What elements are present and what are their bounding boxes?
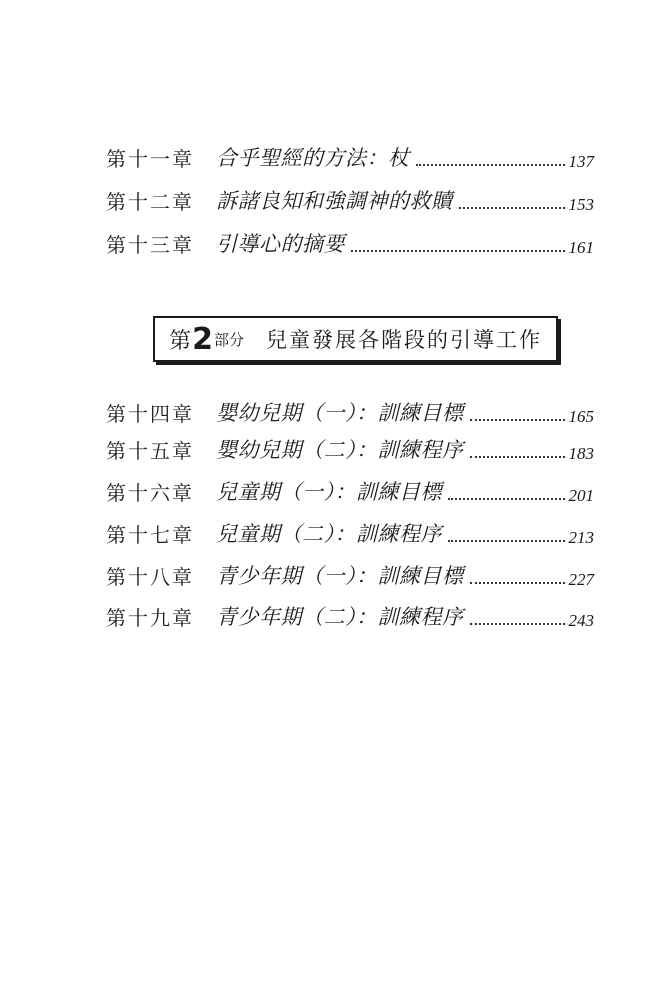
chapter-label: 第十八章 (106, 565, 194, 589)
chapter-label: 第十七章 (106, 523, 194, 547)
page-number: 227 (568, 570, 594, 589)
chapter-title: 嬰幼兒期（一）：訓練目標 (216, 401, 464, 425)
page-number: 243 (568, 611, 594, 630)
dot-leader (470, 622, 565, 625)
chapter-title: 兒童期（一）：訓練目標 (216, 480, 442, 504)
dot-leader (470, 455, 565, 458)
page-number: 213 (568, 528, 594, 547)
chapter-title: 兒童期（二）：訓練程序 (216, 522, 442, 546)
chapter-label: 第十二章 (106, 190, 194, 214)
toc-entry (106, 556, 594, 590)
toc-entry (106, 138, 594, 172)
chapter-title: 青少年期（二）：訓練程序 (216, 605, 464, 629)
page-number: 153 (568, 195, 594, 214)
chapter-title: 訴諸良知和強調神的救贖 (216, 189, 453, 213)
dot-leader (470, 581, 565, 584)
chapter-label: 第十六章 (106, 481, 194, 505)
page-number: 165 (568, 407, 594, 426)
chapter-title: 引導心的摘要 (216, 232, 345, 256)
page-number: 201 (568, 486, 594, 505)
toc-entry (106, 181, 594, 215)
dot-leader (470, 418, 565, 421)
chapter-label: 第十一章 (106, 147, 194, 171)
chapter-label: 第十九章 (106, 606, 194, 630)
toc-entry (106, 514, 594, 548)
chapter-label: 第十四章 (106, 402, 194, 426)
page-number: 137 (568, 152, 594, 171)
chapter-title: 青少年期（一）：訓練目標 (216, 564, 464, 588)
dot-leader (459, 206, 565, 209)
chapter-label: 第十三章 (106, 233, 194, 257)
part-word: 部分 (213, 330, 244, 349)
part-number: 2 (192, 321, 213, 357)
dot-leader (416, 163, 565, 166)
part-title: 兒童發展各階段的引導工作 (265, 328, 542, 352)
chapter-label: 第十五章 (106, 439, 194, 463)
page-number: 161 (568, 238, 594, 257)
toc-entry (106, 393, 594, 427)
part-prefix: 第 (169, 328, 192, 354)
chapter-title: 嬰幼兒期（二）：訓練程序 (216, 438, 464, 462)
dot-leader (351, 249, 565, 252)
chapter-title: 合乎聖經的方法：杖 (216, 146, 410, 170)
toc-entry (106, 472, 594, 506)
toc-entry (106, 224, 594, 258)
dot-leader (448, 497, 565, 500)
part-heading (153, 316, 558, 362)
dot-leader (448, 539, 565, 542)
toc-entry (106, 430, 594, 464)
page-number: 183 (568, 444, 594, 463)
toc-entry (106, 597, 594, 631)
